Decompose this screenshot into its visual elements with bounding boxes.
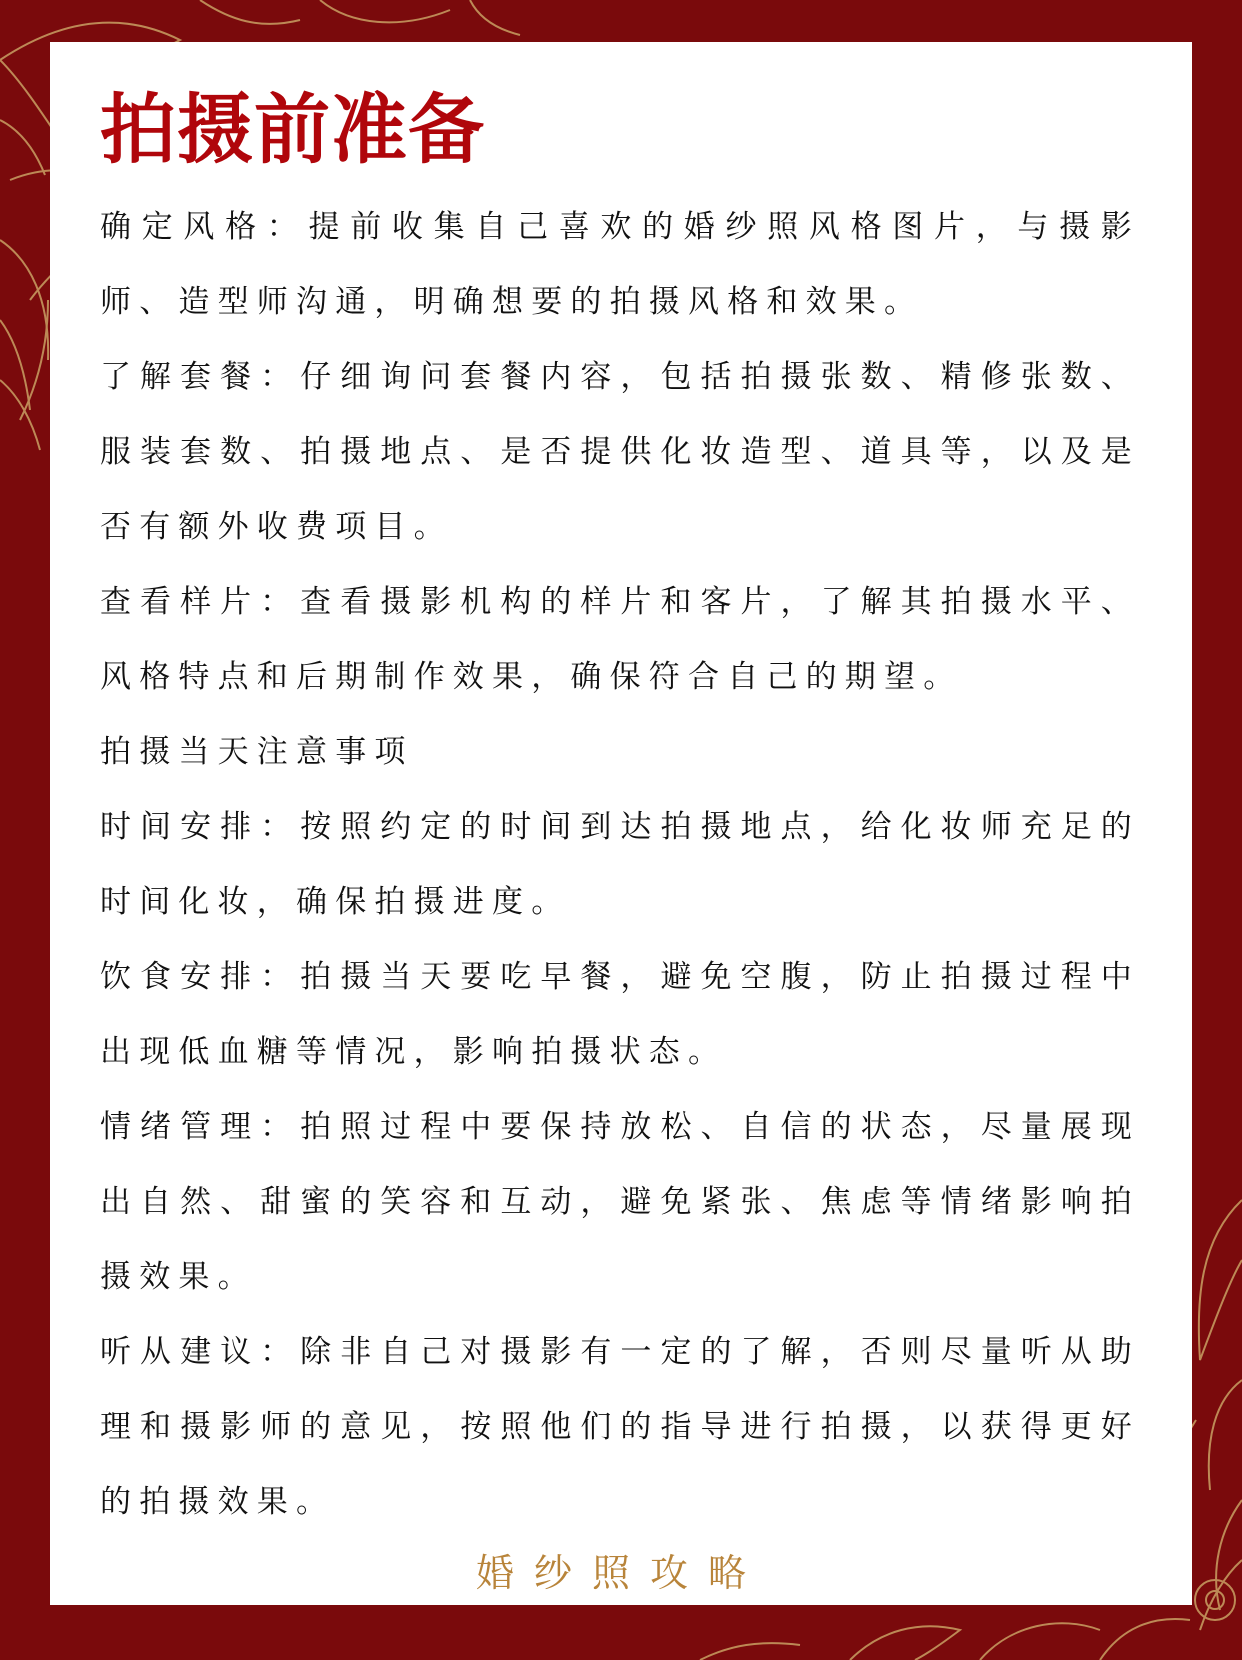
- article-body: [100, 190, 1140, 1540]
- paragraph-emotion: 情绪管理：拍照过程中要保持放松、自信的状态，尽量展现出自然、甜蜜的笑容和互动，避免紧张、焦虑等情绪影响拍摄效果。: [100, 1109, 1140, 1295]
- paragraph-advice: 听从建议：除非自己对摄影有一定的了解，否则尽量听从助理和摄影师的意见，按照他们的指导进行拍摄，以获得更好的拍摄效果。: [100, 1334, 1140, 1520]
- content-card: [50, 42, 1192, 1605]
- paragraph-samples: 查看样片：查看摄影机构的样片和客片，了解其拍摄水平、风格特点和后期制作效果，确保符合自己的期望。: [100, 584, 1140, 695]
- section-heading-shoot-day: 拍摄当天注意事项: [100, 734, 414, 770]
- page-title: 拍摄前准备: [100, 85, 485, 174]
- paragraph-time: 时间安排：按照约定的时间到达拍摄地点，给化妆师充足的时间化妆，确保拍摄进度。: [100, 809, 1140, 920]
- footer-caption: 婚纱照攻略: [475, 1551, 766, 1595]
- paragraph-style: 确定风格：提前收集自己喜欢的婚纱照风格图片，与摄影师、造型师沟通，明确想要的拍摄风格和效果。: [100, 209, 1140, 320]
- paragraph-diet: 饮食安排：拍摄当天要吃早餐，避免空腹，防止拍摄过程中出现低血糖等情况，影响拍摄状态。: [100, 959, 1140, 1070]
- paragraph-package: 了解套餐：仔细询问套餐内容，包括拍摄张数、精修张数、服装套数、拍摄地点、是否提供化妆造型、道具等，以及是否有额外收费项目。: [100, 359, 1140, 545]
